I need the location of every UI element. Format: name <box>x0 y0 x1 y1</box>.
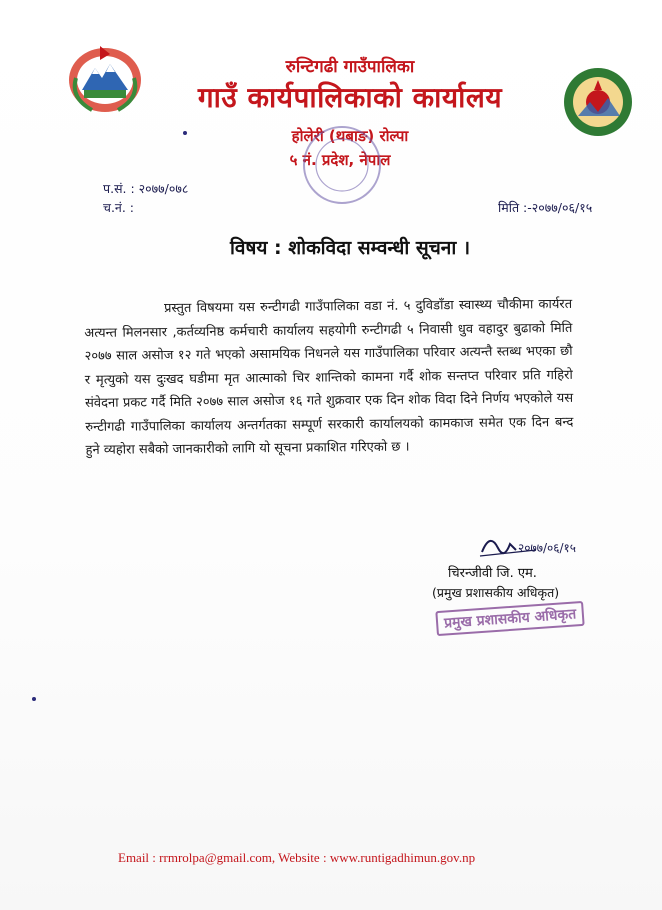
email-label: Email : <box>118 850 156 865</box>
municipality-name: रुन्टिगढी गाउँपालिका <box>285 57 415 77</box>
nepal-emblem-icon <box>62 38 148 116</box>
scan-speck <box>183 131 187 135</box>
dispatch-number: च.नं. : <box>103 200 135 215</box>
email-link[interactable]: rrmrolpa@gmail.com, <box>159 850 276 865</box>
letter-number: प.सं. : २०७७/०७८ <box>103 181 189 196</box>
scan-speck <box>32 697 36 701</box>
signature-date: २०७७/०६/१५ <box>518 541 577 555</box>
website-link[interactable]: www.runtigadhimun.gov.np <box>329 850 476 865</box>
footer-contact <box>118 850 475 866</box>
office-address: होलेरी (थबाङ) रोल्पा <box>291 127 409 145</box>
subject-line: विषय : शोकविदा सम्वन्धी सूचना । <box>229 237 471 259</box>
signatory-title: (प्रमुख प्रशासकीय अधिकृत) <box>432 585 560 600</box>
notice-body: प्रस्तुत विषयमा यस रुन्टीगढी गाउँपालिका वडा नं. ५ दुविडाँडा स्वास्थ्य चौकीमा कार्यरत अत्यन्त मिलनसार ,कर्तव्यनिष्ठ कर्मचारी कार्यालय सहयोगी रुन्टीगढी ५ निवासी धुव वहादुर बुढाको मिति २०७७ साल असोज १२ गते भएको असामयिक निधनले यस गाउँपालिका परिवार अत्यन्तै स्तब्ध भएका छौ र मृत्युको यस दुःखद घडीमा मृत आत्माको चिर शान्तिको कामना गर्दै शोक सन्तप्त परिवार प्रति गहिरो संवेदना प्रकट गर्दै मिति २०७७ साल असोज १६ गते शुक्रवार एक दिन शोक विदा दिने निर्णय भएकोले यस रुन्टीगढी गाउँपालिका कार्यालय अन्तर्गतका सम्पूर्ण सरकारी कार्यालयको कामकाज समेत एक दिन बन्द हुने व्यहोरा सबैको जानकारीको लागि यो सूचना प्रकाशित गरिएको छ । <box>84 296 574 458</box>
letter-date: मिति :-२०७७/०६/१५ <box>498 200 593 215</box>
website-label: Website : <box>278 850 327 865</box>
province-line: ५ नं. प्रदेश, नेपाल <box>289 151 391 169</box>
signatory-name: चिरन्जीवी जि. एम. <box>448 566 537 581</box>
office-title: गाउँ कार्यपालिकाको कार्यालय <box>197 81 503 114</box>
municipality-seal-icon <box>562 66 634 138</box>
handwritten-signature-icon <box>476 526 596 566</box>
office-stamp-icon <box>292 120 392 210</box>
designation-stamp: प्रमुख प्रशासकीय अधिकृत <box>435 601 585 636</box>
